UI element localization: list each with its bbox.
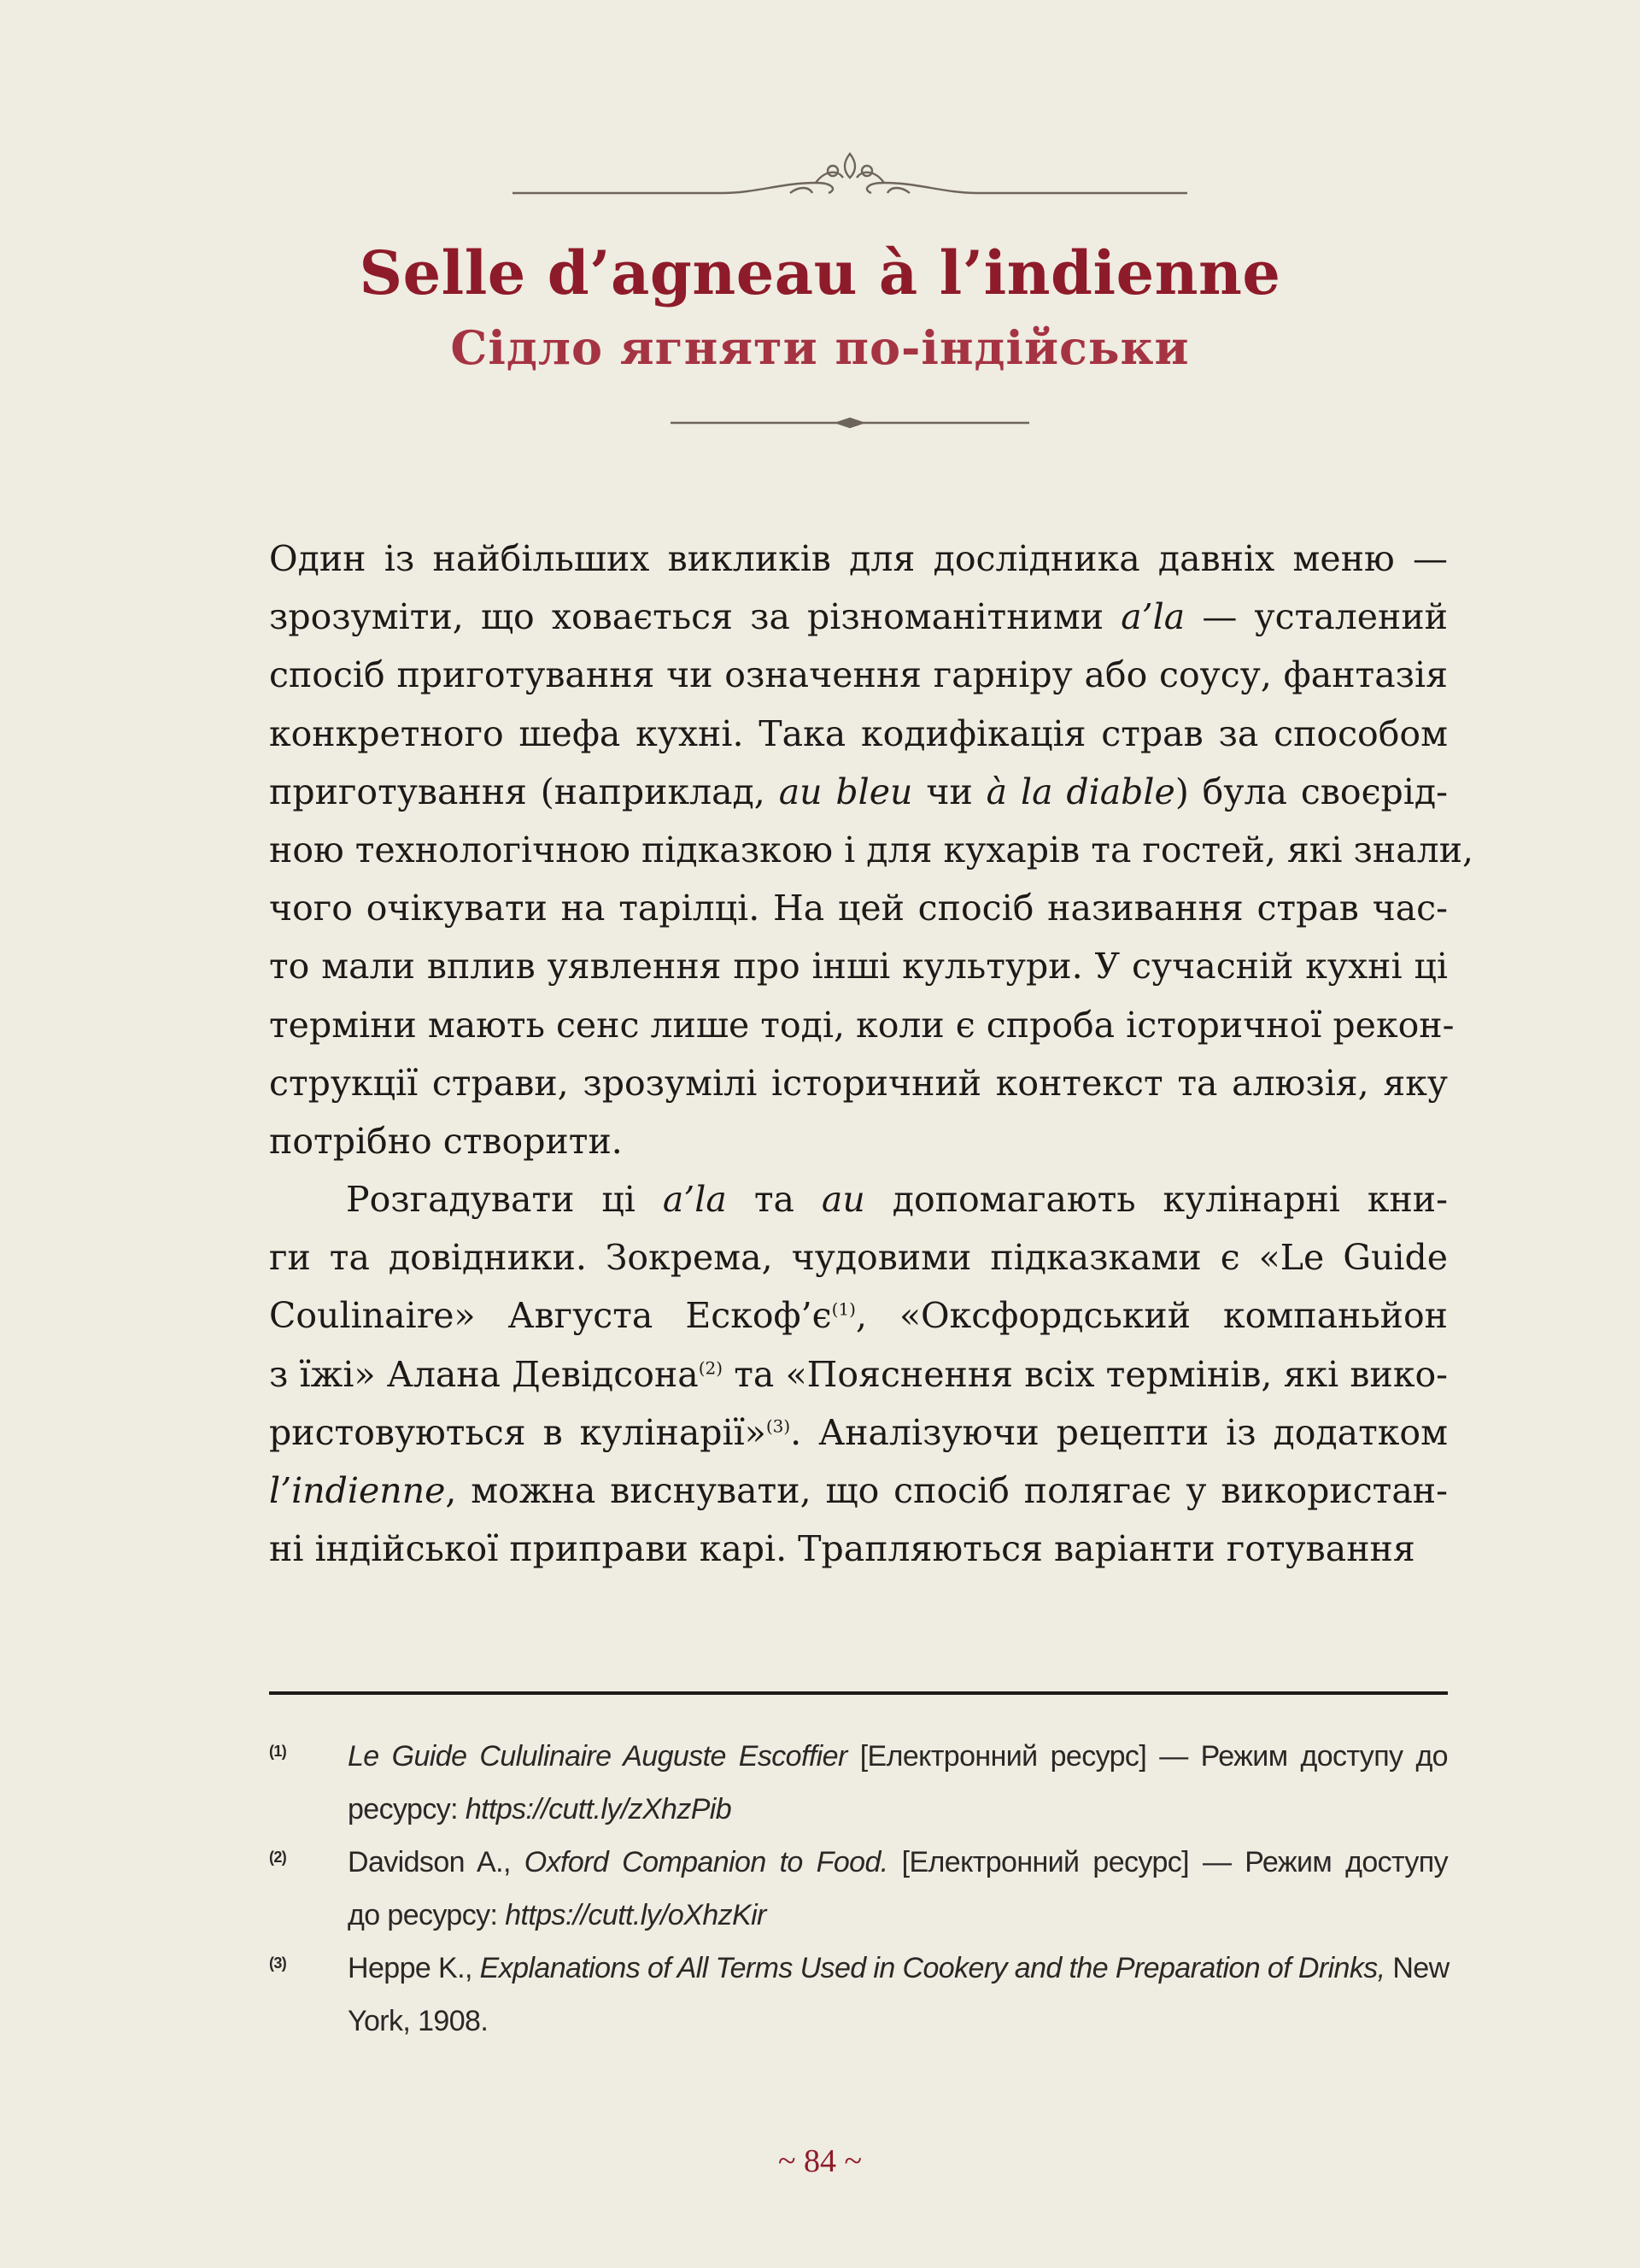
italic-term: https://cutt.ly/oXhzKir xyxy=(505,1899,766,1931)
text-line: Розгадувати ці a’la та au допомагають кулінарні кни- xyxy=(346,1179,1448,1221)
divider-ornament-icon xyxy=(666,414,1034,431)
article-body xyxy=(269,530,1474,1578)
text-line: з їжі» Алана Девідсона$^{(2)}$ та «Пояснення всіх термінів, які вико- xyxy=(269,1353,1448,1395)
italic-term: Le Guide Cululinaire Auguste Escoffier xyxy=(348,1740,847,1773)
text-line: потрібно створити. xyxy=(269,1120,623,1162)
footnote-line: ресурсу: https://cutt.ly/zXhzPib xyxy=(348,1793,732,1826)
flourish-ornament-icon xyxy=(508,145,1192,205)
text-line: ні індійської приправи карі. Трапляються варіанти готування xyxy=(269,1528,1415,1570)
paragraph-2 xyxy=(269,1170,1448,1578)
text-line: струкції страви, зрозумілі історичний контекст та алюзія, яку xyxy=(269,1062,1448,1104)
footnote xyxy=(269,1942,1448,2048)
italic-term: a’la xyxy=(662,1179,727,1221)
text-line: ги та довідники. Зокрема, чудовими підказками є «Le Guide xyxy=(269,1237,1448,1279)
italic-term: Oxford Companion to Food. xyxy=(524,1846,888,1878)
italic-term: à la diable xyxy=(986,771,1175,812)
text-line: Один із найбільших викликів для дослідника давніх меню — xyxy=(269,538,1448,579)
text-line: Coulinaire» Августа Ескоф’є$^{(1)}$, «Оксфордський компаньйон xyxy=(269,1295,1449,1337)
italic-term: Explanations of All Terms Used in Cookery and the Preparation of Drinks, xyxy=(479,1952,1385,1984)
footnote-line: Heppe K., Explanations of All Terms Used in Cookery and the Preparation of Drinks, New xyxy=(348,1952,1450,1984)
footnote-divider xyxy=(269,1691,1448,1695)
text-line: конкретного шефа кухні. Така кодифікація страв за способом xyxy=(269,712,1448,754)
footnote xyxy=(269,1730,1448,1836)
text-line: спосіб приготування чи означення гарніру або соусу, фантазія xyxy=(269,654,1448,696)
text-line: то мали вплив уявлення про інші культури. У сучасній кухні ці xyxy=(269,946,1448,987)
footnote-line: Davidson A., Oxford Companion to Food. [Електронний ресурс] — Режим доступу xyxy=(348,1846,1448,1878)
page-number: ~ 84 ~ xyxy=(777,2143,863,2179)
paragraph-1 xyxy=(269,530,1474,1170)
text-line: l’indienne, можна виснувати, що спосіб полягає у використан- xyxy=(269,1470,1448,1511)
footnotes-section xyxy=(269,1730,1448,2048)
italic-term: https://cutt.ly/zXhzPib xyxy=(465,1793,732,1826)
footnote-reference: (3) xyxy=(765,1415,791,1437)
footnote-marker: (3) xyxy=(269,1954,287,1972)
footnote xyxy=(269,1836,1448,1942)
page-title: Selle d’agneau à l’indienne xyxy=(359,237,1281,308)
footnote-line: Le Guide Cululinaire Auguste Escoffier [Електронний ресурс] — Режим доступу до xyxy=(348,1740,1448,1773)
text-line: ристовуються в кулінарії»$^{(3)}$. Аналізуючи рецепти із додатком xyxy=(269,1411,1448,1453)
footnote-reference: (1) xyxy=(831,1298,856,1320)
text-line: чого очікувати на тарілці. На цей спосіб називання страв час- xyxy=(269,888,1448,929)
text-line: приготування (наприклад, au bleu чи à la diable) була своєрід- xyxy=(269,771,1448,812)
text-line: ною технологічною підказкою і для кухарів та гостей, які знали, xyxy=(269,829,1474,870)
italic-term: au bleu xyxy=(778,771,913,812)
footnote-line: до ресурсу: https://cutt.ly/oXhzKir xyxy=(348,1899,766,1931)
text-line: терміни мають сенс лише тоді, коли є спроба історичної рекон- xyxy=(269,1004,1455,1046)
italic-term: l’indienne xyxy=(269,1470,446,1511)
page-subtitle: Сідло ягняти по-індійськи xyxy=(450,320,1190,375)
footnote-marker: (1) xyxy=(269,1743,287,1760)
footnote-line: York, 1908. xyxy=(348,2005,489,2037)
footnote-marker: (2) xyxy=(269,1849,287,1866)
text-line: зрозуміти, що ховається за різноманітними a’la — усталений xyxy=(269,596,1448,638)
italic-term: a’la xyxy=(1121,596,1186,638)
italic-term: au xyxy=(821,1179,865,1221)
footnote-reference: (2) xyxy=(698,1357,723,1378)
